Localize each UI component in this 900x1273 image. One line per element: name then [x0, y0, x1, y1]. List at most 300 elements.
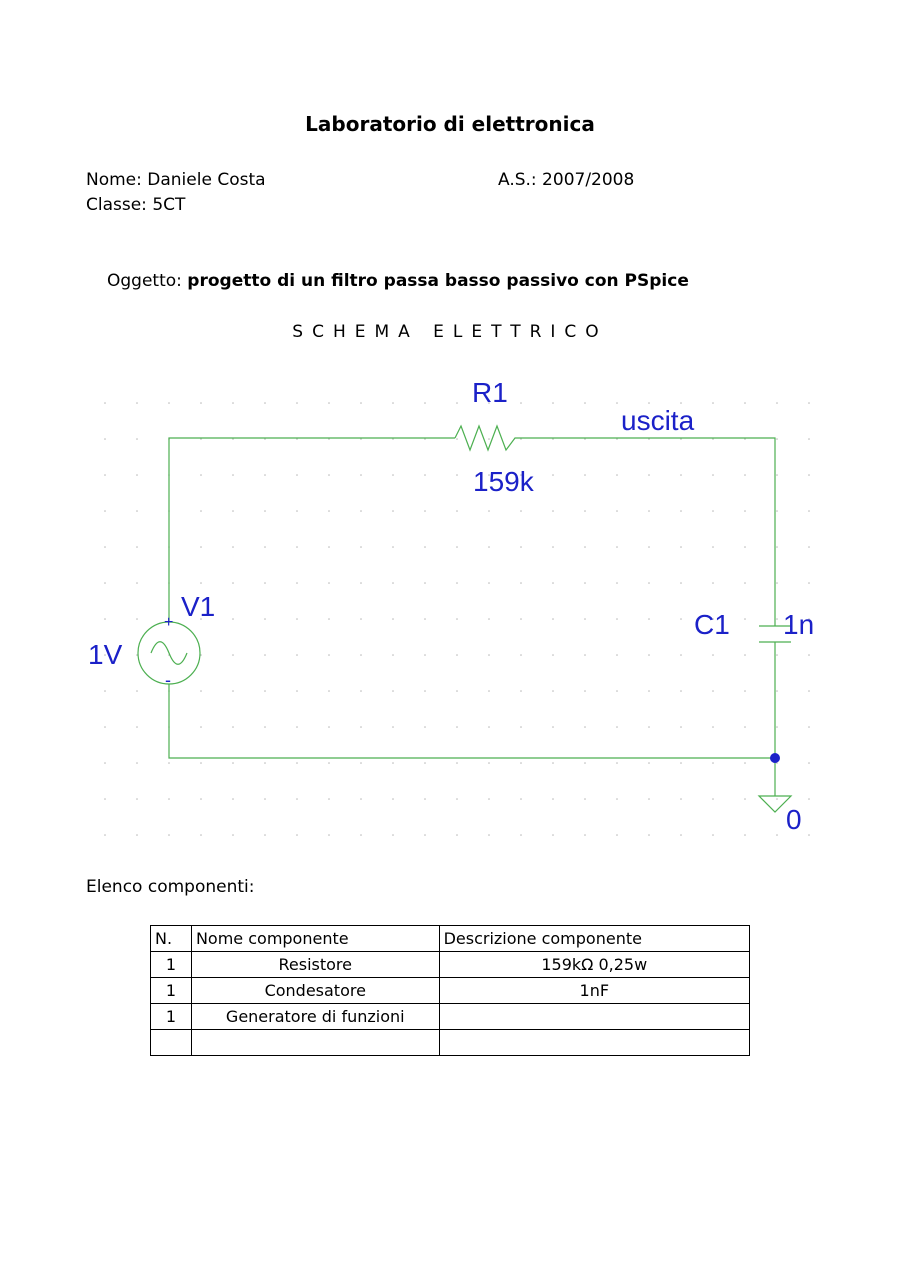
grid-dot — [552, 474, 554, 476]
grid-dot — [264, 762, 266, 764]
grid-dot — [648, 762, 650, 764]
capacitor-value-label: 1n — [783, 609, 815, 640]
grid-dot — [392, 402, 394, 404]
cell-desc: 159kΩ 0,25w — [439, 952, 749, 978]
grid-dot — [616, 726, 618, 728]
grid-dot — [232, 546, 234, 548]
grid-dot — [360, 510, 362, 512]
grid-dot — [328, 726, 330, 728]
grid-dot — [232, 726, 234, 728]
grid-dot — [424, 654, 426, 656]
grid-dot — [296, 654, 298, 656]
grid-dot — [520, 654, 522, 656]
components-table — [150, 925, 750, 1056]
grid-dot — [520, 690, 522, 692]
table-header-row — [151, 926, 750, 952]
grid-dot — [808, 402, 810, 404]
source-name-label: V1 — [181, 591, 216, 622]
grid-dot — [232, 510, 234, 512]
ground-label: 0 — [786, 804, 802, 835]
grid-dot — [360, 582, 362, 584]
grid-dot — [808, 474, 810, 476]
grid-dot — [392, 618, 394, 620]
grid-dot — [520, 582, 522, 584]
grid-dot — [168, 834, 170, 836]
wire-top-right — [522, 438, 775, 626]
grid-dot — [104, 618, 106, 620]
grid-dot — [808, 798, 810, 800]
grid-dot — [104, 726, 106, 728]
grid-dot — [392, 726, 394, 728]
grid-dot — [232, 474, 234, 476]
grid-dot — [104, 546, 106, 548]
grid-dot — [296, 618, 298, 620]
grid-dot — [136, 726, 138, 728]
grid-dot — [520, 618, 522, 620]
resistor-r1-symbol — [455, 426, 522, 450]
grid-dot — [200, 762, 202, 764]
grid-dot — [744, 510, 746, 512]
grid-dot — [776, 798, 778, 800]
grid-dot — [456, 582, 458, 584]
grid-dot — [616, 762, 618, 764]
grid-dot — [456, 726, 458, 728]
grid-dot — [808, 438, 810, 440]
grid-dot — [136, 438, 138, 440]
grid-dot — [136, 474, 138, 476]
grid-dot — [680, 834, 682, 836]
grid-dot — [360, 762, 362, 764]
grid-dot — [456, 618, 458, 620]
grid-dot — [232, 762, 234, 764]
grid-dot — [392, 690, 394, 692]
grid-dot — [744, 474, 746, 476]
grid-dot — [296, 402, 298, 404]
grid-dot — [328, 798, 330, 800]
grid-dot — [424, 546, 426, 548]
grid-dot — [104, 402, 106, 404]
grid-dot — [520, 402, 522, 404]
grid-dot — [136, 510, 138, 512]
grid-dot — [584, 546, 586, 548]
grid-dot — [296, 510, 298, 512]
grid-dot — [584, 690, 586, 692]
resistor-value-label: 159k — [473, 466, 534, 497]
grid-dot — [552, 654, 554, 656]
grid-dot — [360, 546, 362, 548]
grid-dot — [584, 726, 586, 728]
grid-dot — [520, 510, 522, 512]
grid-dot — [776, 726, 778, 728]
grid-dot — [488, 762, 490, 764]
grid-dot — [776, 834, 778, 836]
grid-dot — [200, 582, 202, 584]
grid-dot — [584, 654, 586, 656]
grid-dot — [776, 438, 778, 440]
grid-dot — [680, 798, 682, 800]
grid-dot — [264, 510, 266, 512]
grid-dot — [392, 546, 394, 548]
grid-dot — [136, 762, 138, 764]
grid-dot — [552, 834, 554, 836]
grid-dot — [264, 402, 266, 404]
grid-dot — [424, 834, 426, 836]
grid-dot — [712, 474, 714, 476]
grid-dot — [616, 402, 618, 404]
grid-dot — [360, 654, 362, 656]
grid-dot — [200, 690, 202, 692]
cell-desc — [439, 1004, 749, 1030]
grid-dot — [232, 834, 234, 836]
grid-dot — [744, 690, 746, 692]
grid-dot — [328, 474, 330, 476]
grid-dot — [520, 834, 522, 836]
student-class: Classe: 5CT — [86, 195, 186, 215]
grid-dot — [392, 582, 394, 584]
grid-dot — [584, 510, 586, 512]
grid-dot — [264, 618, 266, 620]
grid-dot — [552, 690, 554, 692]
student-name: Nome: Daniele Costa — [86, 170, 266, 190]
grid-dot — [456, 798, 458, 800]
grid-dot — [456, 654, 458, 656]
grid-dot — [552, 510, 554, 512]
subject-label: Oggetto: — [107, 271, 188, 291]
grid-dot — [104, 582, 106, 584]
grid-dot — [264, 690, 266, 692]
grid-dot — [680, 510, 682, 512]
grid-dot — [488, 654, 490, 656]
grid-dot — [264, 798, 266, 800]
grid-dot — [712, 582, 714, 584]
grid-dot — [424, 798, 426, 800]
grid-dot — [200, 726, 202, 728]
grid-dot — [552, 582, 554, 584]
grid-dot — [584, 402, 586, 404]
grid-dot — [744, 582, 746, 584]
wire-bottom — [169, 684, 775, 758]
grid-dot — [424, 690, 426, 692]
grid-dot — [520, 546, 522, 548]
grid-dot — [648, 510, 650, 512]
grid-dot — [296, 582, 298, 584]
grid-dot — [584, 582, 586, 584]
grid-dot — [488, 582, 490, 584]
grid-dot — [648, 690, 650, 692]
grid-dot — [136, 582, 138, 584]
grid-dot — [360, 402, 362, 404]
grid-dot — [392, 834, 394, 836]
grid-dot — [680, 726, 682, 728]
grid-dot — [808, 834, 810, 836]
grid-dot — [712, 834, 714, 836]
grid-dot — [136, 546, 138, 548]
grid-dot — [296, 798, 298, 800]
subject-line — [107, 271, 689, 291]
grid-dot — [296, 834, 298, 836]
grid-dot — [616, 690, 618, 692]
grid-dot — [712, 726, 714, 728]
grid-dot — [776, 510, 778, 512]
grid-dot — [488, 546, 490, 548]
ground-junction-dot — [770, 753, 780, 763]
grid-dot — [680, 618, 682, 620]
grid-dot — [456, 546, 458, 548]
grid-dot — [200, 834, 202, 836]
grid-dot — [648, 402, 650, 404]
grid-dot — [232, 582, 234, 584]
grid-dot — [296, 690, 298, 692]
cell-name — [191, 1030, 439, 1056]
grid-dot — [744, 726, 746, 728]
grid-dot — [456, 402, 458, 404]
grid-dot — [648, 798, 650, 800]
grid-dot — [680, 474, 682, 476]
grid-dot — [712, 510, 714, 512]
grid-dot — [104, 834, 106, 836]
grid-dot — [264, 834, 266, 836]
grid-dot — [808, 654, 810, 656]
grid-dot — [776, 618, 778, 620]
cell-n: 1 — [151, 978, 192, 1004]
grid-dot — [136, 402, 138, 404]
grid-dot — [648, 582, 650, 584]
grid-dot — [552, 726, 554, 728]
grid-dot — [488, 726, 490, 728]
grid-dot — [392, 798, 394, 800]
table-row — [151, 1004, 750, 1030]
grid-dot — [328, 654, 330, 656]
grid-dot — [648, 618, 650, 620]
grid-dot — [584, 474, 586, 476]
grid-dot — [136, 798, 138, 800]
grid-dot — [712, 798, 714, 800]
page-title: Laboratorio di elettronica — [305, 112, 595, 136]
grid-dot — [808, 726, 810, 728]
grid-dot — [808, 690, 810, 692]
grid-dot — [520, 798, 522, 800]
grid-dot — [616, 618, 618, 620]
grid-dot — [552, 618, 554, 620]
grid-dot — [424, 474, 426, 476]
grid-dot — [104, 690, 106, 692]
grid-dot — [712, 654, 714, 656]
table-row — [151, 952, 750, 978]
grid-dot — [744, 654, 746, 656]
grid-dot — [264, 726, 266, 728]
cell-name: Generatore di funzioni — [191, 1004, 439, 1030]
grid-dot — [328, 834, 330, 836]
grid-dot — [488, 618, 490, 620]
grid-dot — [808, 510, 810, 512]
grid-dot — [648, 726, 650, 728]
grid-dot — [424, 618, 426, 620]
grid-dot — [744, 402, 746, 404]
grid-dot — [424, 510, 426, 512]
grid-dot — [360, 474, 362, 476]
grid-dot — [264, 654, 266, 656]
resistor-name-label: R1 — [472, 377, 508, 408]
grid-dot — [552, 762, 554, 764]
grid-dot — [328, 762, 330, 764]
grid-dot — [296, 726, 298, 728]
grid-dot — [616, 546, 618, 548]
grid-dot — [776, 474, 778, 476]
grid-dot — [232, 690, 234, 692]
grid-dot — [488, 834, 490, 836]
grid-dot — [616, 582, 618, 584]
grid-dot — [712, 402, 714, 404]
grid-dot — [360, 798, 362, 800]
grid-dot — [648, 474, 650, 476]
grid-dot — [104, 510, 106, 512]
grid-dot — [808, 762, 810, 764]
grid-dot — [200, 402, 202, 404]
grid-dot — [104, 474, 106, 476]
grid-dot — [328, 546, 330, 548]
grid-dot — [616, 474, 618, 476]
grid-dot — [136, 618, 138, 620]
grid-dot — [456, 762, 458, 764]
header-desc: Descrizione componente — [439, 926, 749, 952]
grid-dot — [456, 438, 458, 440]
grid-dot — [424, 762, 426, 764]
school-year: A.S.: 2007/2008 — [498, 170, 635, 190]
grid-dot — [488, 510, 490, 512]
grid-dot — [616, 834, 618, 836]
grid-dot — [456, 834, 458, 836]
grid-dot — [584, 618, 586, 620]
grid-dot — [232, 402, 234, 404]
grid-dot — [488, 690, 490, 692]
grid-dot — [680, 402, 682, 404]
grid-dot — [680, 546, 682, 548]
grid-dot — [648, 834, 650, 836]
grid-dot — [552, 546, 554, 548]
grid-dot — [776, 654, 778, 656]
grid-dot — [328, 690, 330, 692]
grid-dot — [296, 762, 298, 764]
cell-desc: 1nF — [439, 978, 749, 1004]
grid-dot — [680, 582, 682, 584]
grid-dot — [488, 438, 490, 440]
grid-dot — [104, 798, 106, 800]
subject-text: progetto di un filtro passa basso passivo con PSpice — [187, 271, 689, 291]
grid-dot — [328, 402, 330, 404]
grid-dot — [712, 546, 714, 548]
grid-dot — [776, 402, 778, 404]
table-row — [151, 1030, 750, 1056]
grid-dot — [456, 690, 458, 692]
cell-n: 1 — [151, 952, 192, 978]
grid-dot — [296, 474, 298, 476]
cell-n — [151, 1030, 192, 1056]
cell-desc — [439, 1030, 749, 1056]
grid-dot — [264, 546, 266, 548]
grid-dot — [424, 726, 426, 728]
grid-dot — [680, 690, 682, 692]
grid-dot — [424, 582, 426, 584]
grid-dot — [520, 762, 522, 764]
grid-dot — [200, 474, 202, 476]
capacitor-name-label: C1 — [694, 609, 730, 640]
grid-dot — [104, 438, 106, 440]
cell-name: Condesatore — [191, 978, 439, 1004]
grid-dot — [744, 834, 746, 836]
grid-dot — [328, 582, 330, 584]
grid-dot — [456, 474, 458, 476]
grid-dot — [680, 762, 682, 764]
grid-dot — [168, 762, 170, 764]
grid-dot — [552, 798, 554, 800]
grid-dot — [456, 510, 458, 512]
grid-dot — [424, 402, 426, 404]
grid-dot — [328, 618, 330, 620]
grid-dot — [200, 546, 202, 548]
grid-dot — [136, 690, 138, 692]
grid-dot — [616, 798, 618, 800]
grid-dot — [776, 690, 778, 692]
grid-dot — [712, 762, 714, 764]
header-name: Nome componente — [191, 926, 439, 952]
grid-dot — [328, 510, 330, 512]
grid-dot — [488, 798, 490, 800]
grid-dot — [392, 510, 394, 512]
grid-dot — [264, 474, 266, 476]
source-sine-icon — [151, 642, 187, 665]
source-minus-label: - — [165, 670, 171, 690]
circuit-schematic — [0, 360, 900, 850]
grid-dot — [648, 654, 650, 656]
grid-dot — [360, 618, 362, 620]
grid-dot — [136, 834, 138, 836]
grid-dot — [616, 654, 618, 656]
grid-dot — [712, 690, 714, 692]
grid-dot — [744, 762, 746, 764]
cell-name: Resistore — [191, 952, 439, 978]
grid-dot — [360, 834, 362, 836]
grid-dot — [808, 546, 810, 548]
grid-dot — [744, 798, 746, 800]
grid-dot — [520, 726, 522, 728]
grid-dot — [584, 798, 586, 800]
grid-dot — [264, 582, 266, 584]
grid-dot — [232, 654, 234, 656]
components-label: Elenco componenti: — [86, 877, 255, 897]
source-plus-label: + — [164, 614, 174, 631]
grid-dot — [200, 798, 202, 800]
grid-dot — [168, 798, 170, 800]
header-n: N. — [151, 926, 192, 952]
output-net-label: uscita — [621, 405, 695, 436]
grid-dot — [296, 546, 298, 548]
grid-dot — [744, 546, 746, 548]
grid-dot — [392, 762, 394, 764]
grid-dot — [616, 510, 618, 512]
grid-dot — [776, 546, 778, 548]
grid-dot — [584, 762, 586, 764]
grid-dot — [680, 654, 682, 656]
grid-dot — [744, 618, 746, 620]
grid-dot — [168, 402, 170, 404]
grid-dot — [232, 798, 234, 800]
grid-dot — [584, 834, 586, 836]
source-value-label: 1V — [88, 639, 123, 670]
grid-dot — [104, 762, 106, 764]
cell-n: 1 — [151, 1004, 192, 1030]
grid-dot — [648, 546, 650, 548]
grid-dot — [200, 510, 202, 512]
